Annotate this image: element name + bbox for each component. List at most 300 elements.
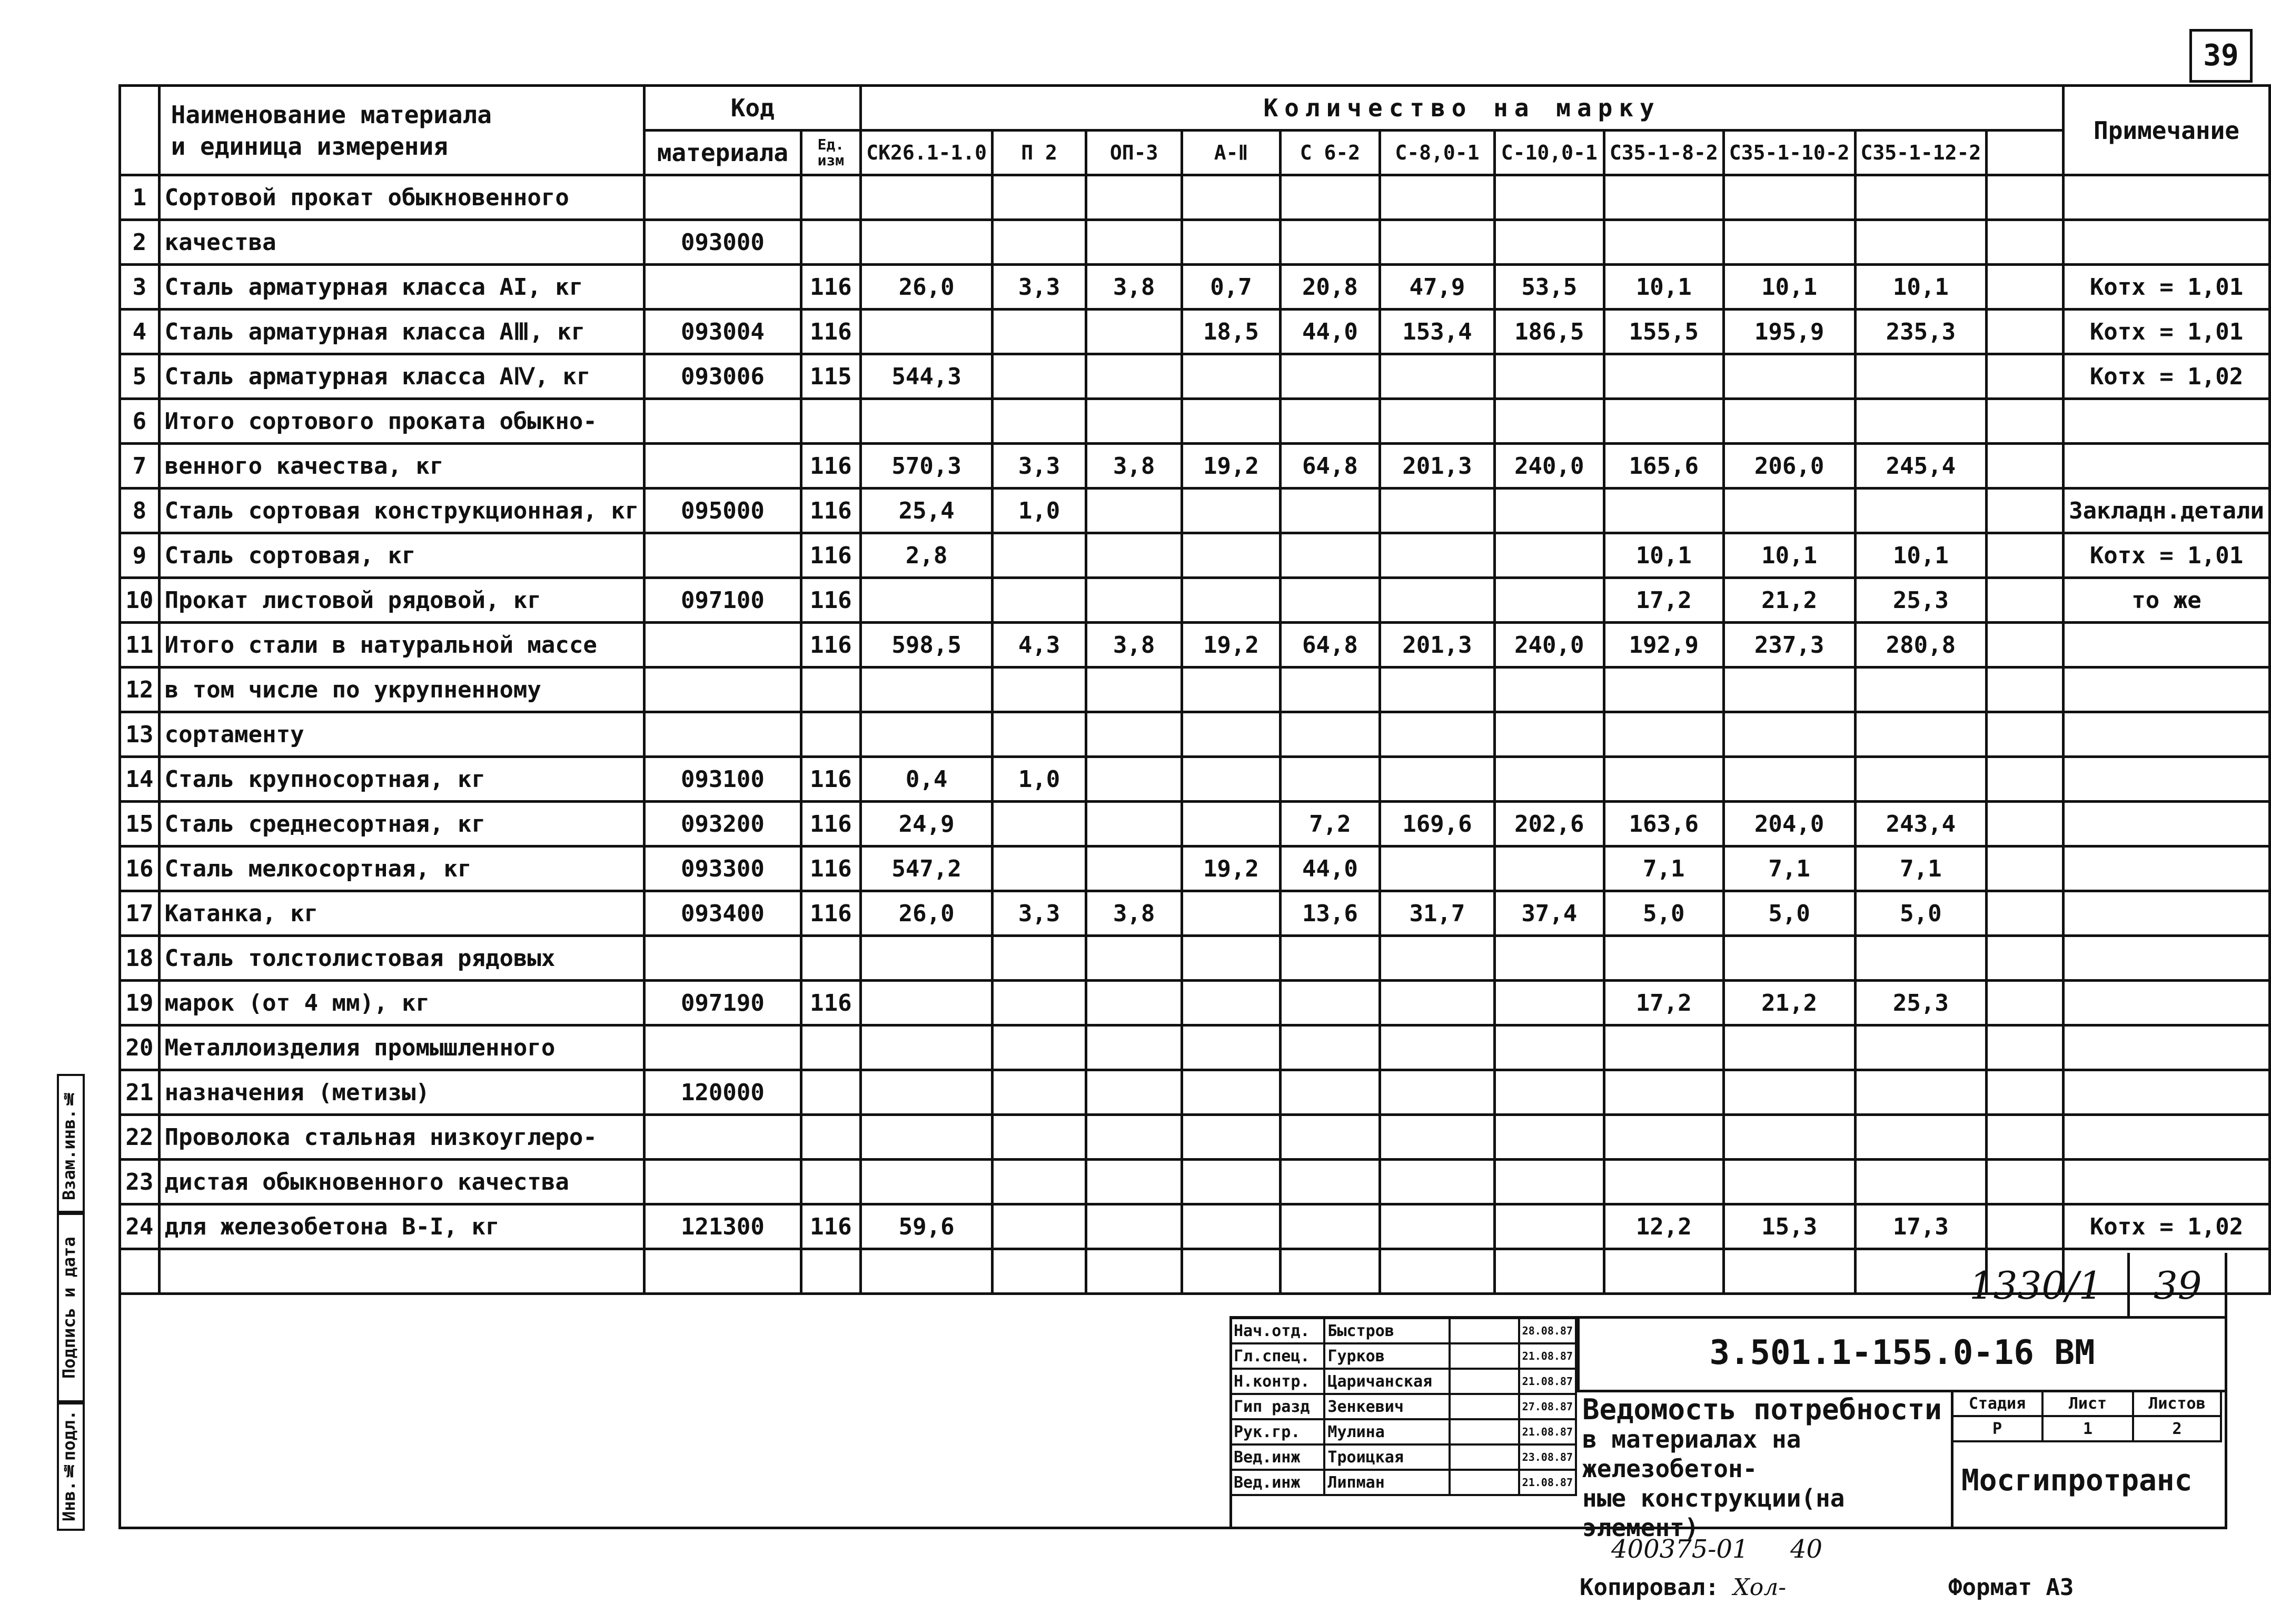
row-value: 240,0 <box>1494 623 1604 667</box>
row-value <box>1086 712 1182 757</box>
row-value <box>861 310 993 354</box>
row-value: 7,2 <box>1280 802 1380 846</box>
row-value <box>1182 354 1281 399</box>
row-value <box>1723 1070 1855 1115</box>
row-value <box>1987 1070 2064 1115</box>
row-value: 10,1 <box>1723 265 1855 310</box>
row-value <box>1604 175 1723 220</box>
row-value <box>861 1070 993 1115</box>
row-unit: 116 <box>801 1204 861 1249</box>
row-value <box>1723 1115 1855 1160</box>
row-value: 547,2 <box>861 846 993 891</box>
row-value: 3,8 <box>1086 891 1182 936</box>
signer-date: 21.08.87 <box>1519 1369 1576 1394</box>
row-value <box>861 399 993 444</box>
row-value <box>1280 981 1380 1025</box>
row-code: 093200 <box>644 802 801 846</box>
row-value <box>1987 981 2064 1025</box>
row-value <box>1280 757 1380 802</box>
row-value <box>1086 399 1182 444</box>
row-value <box>1380 1115 1495 1160</box>
table-row <box>120 175 2270 220</box>
signer-role: Рук.гр. <box>1231 1419 1324 1444</box>
signer-role: Вед.инж <box>1231 1470 1324 1495</box>
row-value <box>1380 981 1495 1025</box>
row-unit: 116 <box>801 444 861 489</box>
row-value <box>1604 667 1723 712</box>
row-code: 095000 <box>644 489 801 533</box>
row-note: то же <box>2064 578 2270 623</box>
table-row <box>120 399 2270 444</box>
row-value <box>1987 310 2064 354</box>
row-value <box>1494 489 1604 533</box>
row-note: Котх = 1,02 <box>2064 354 2270 399</box>
row-value: 202,6 <box>1494 802 1604 846</box>
row-unit: 115 <box>801 354 861 399</box>
row-value <box>1182 533 1281 578</box>
row-code: 093300 <box>644 846 801 891</box>
row-value: 7,1 <box>1723 846 1855 891</box>
table-row <box>120 623 2270 667</box>
row-value <box>1380 578 1495 623</box>
signer-row <box>1231 1444 1576 1470</box>
row-value: 19,2 <box>1182 623 1281 667</box>
row-code <box>644 667 801 712</box>
row-value <box>1604 489 1723 533</box>
row-unit: 116 <box>801 265 861 310</box>
row-value: 2,8 <box>861 533 993 578</box>
row-value <box>1086 220 1182 265</box>
row-note <box>2064 981 2270 1025</box>
row-unit <box>801 936 861 981</box>
row-value <box>993 1204 1086 1249</box>
row-code <box>644 1160 801 1204</box>
signer-name: Царичанская <box>1324 1369 1450 1394</box>
row-value: 10,1 <box>1855 533 1987 578</box>
row-name: Сталь мелкосортная, кг <box>159 846 644 891</box>
row-value: 163,6 <box>1604 802 1723 846</box>
row-name: Проволока стальная низкоуглеро- <box>159 1115 644 1160</box>
row-name: Итого стали в натуральной массе <box>159 623 644 667</box>
row-value <box>1280 399 1380 444</box>
row-value <box>1086 1115 1182 1160</box>
signer-date: 21.08.87 <box>1519 1343 1576 1369</box>
row-value <box>1987 891 2064 936</box>
row-unit: 116 <box>801 489 861 533</box>
table-row <box>120 981 2270 1025</box>
row-value <box>1604 1160 1723 1204</box>
row-value <box>1987 175 2064 220</box>
signer-signature <box>1450 1318 1519 1343</box>
row-note <box>2064 846 2270 891</box>
header-name-line1: Наименование материала <box>171 100 492 129</box>
row-number: 24 <box>120 1204 160 1249</box>
signer-signature <box>1450 1369 1519 1394</box>
doc-title-line1: Ведомость потребности <box>1582 1393 1942 1426</box>
row-value <box>1604 936 1723 981</box>
row-value <box>1987 936 2064 981</box>
row-value: 0,7 <box>1182 265 1281 310</box>
row-value: 165,6 <box>1604 444 1723 489</box>
row-value <box>993 220 1086 265</box>
row-value <box>1086 578 1182 623</box>
row-value <box>1494 1115 1604 1160</box>
row-value <box>1723 667 1855 712</box>
row-note: Котх = 1,02 <box>2064 1204 2270 1249</box>
row-number: 5 <box>120 354 160 399</box>
signer-signature <box>1450 1394 1519 1419</box>
row-value <box>1182 1025 1281 1070</box>
row-value: 206,0 <box>1723 444 1855 489</box>
row-note: Котх = 1,01 <box>2064 265 2270 310</box>
row-number: 14 <box>120 757 160 802</box>
row-note <box>2064 1070 2270 1115</box>
row-value <box>993 667 1086 712</box>
row-code <box>644 623 801 667</box>
row-unit <box>801 175 861 220</box>
row-value: 21,2 <box>1723 981 1855 1025</box>
row-value: 53,5 <box>1494 265 1604 310</box>
row-value: 0,4 <box>861 757 993 802</box>
row-value <box>1182 936 1281 981</box>
row-value: 245,4 <box>1855 444 1987 489</box>
row-value <box>1604 1025 1723 1070</box>
row-value <box>1987 489 2064 533</box>
row-value <box>1855 489 1987 533</box>
row-value <box>993 1025 1086 1070</box>
row-value <box>1280 1204 1380 1249</box>
sheet-value: 1 <box>2042 1416 2133 1441</box>
row-code <box>644 1025 801 1070</box>
row-value: 37,4 <box>1494 891 1604 936</box>
row-value <box>1086 1204 1182 1249</box>
row-value <box>1604 399 1723 444</box>
row-number: 19 <box>120 981 160 1025</box>
header-name-line2: и единица измерения <box>171 132 448 161</box>
row-number: 17 <box>120 891 160 936</box>
table-row <box>120 802 2270 846</box>
row-value <box>1855 175 1987 220</box>
row-value: 240,0 <box>1494 444 1604 489</box>
table-row <box>120 220 2270 265</box>
header-mark: С35-1-10-2 <box>1723 131 1855 175</box>
row-value: 13,6 <box>1280 891 1380 936</box>
row-note <box>2064 802 2270 846</box>
doc-code: 3.501.1-155.0-16 ВМ <box>1577 1316 2225 1392</box>
row-value <box>1086 802 1182 846</box>
signer-date: 27.08.87 <box>1519 1394 1576 1419</box>
row-value <box>1086 354 1182 399</box>
row-unit: 116 <box>801 757 861 802</box>
row-value <box>1380 1160 1495 1204</box>
row-value <box>1723 936 1855 981</box>
row-value <box>1086 981 1182 1025</box>
table-row <box>120 1115 2270 1160</box>
row-value <box>1086 667 1182 712</box>
row-value: 195,9 <box>1723 310 1855 354</box>
row-code: 121300 <box>644 1204 801 1249</box>
row-value <box>1987 667 2064 712</box>
row-code <box>644 265 801 310</box>
row-value <box>1987 1115 2064 1160</box>
row-value <box>1182 489 1281 533</box>
row-value <box>1494 1025 1604 1070</box>
table-row <box>120 1070 2270 1115</box>
row-value <box>1604 1070 1723 1115</box>
table-row <box>120 1160 2270 1204</box>
row-note <box>2064 1160 2270 1204</box>
footer-hand-num: 40 <box>1790 1535 1823 1564</box>
signer-signature <box>1450 1343 1519 1369</box>
row-value <box>1494 533 1604 578</box>
side-label-signature-date: Подпись и дата <box>57 1211 85 1404</box>
row-value: 1,0 <box>993 489 1086 533</box>
footer-hand-code: 400375-01 <box>1611 1535 1749 1564</box>
row-value: 1,0 <box>993 757 1086 802</box>
row-name: Катанка, кг <box>159 891 644 936</box>
row-value: 570,3 <box>861 444 993 489</box>
row-unit: 116 <box>801 533 861 578</box>
row-value <box>1855 399 1987 444</box>
row-value: 237,3 <box>1723 623 1855 667</box>
row-note: Котх = 1,01 <box>2064 533 2270 578</box>
table-row <box>120 712 2270 757</box>
row-note <box>2064 667 2270 712</box>
row-value: 24,9 <box>861 802 993 846</box>
header-code-group: Код <box>644 86 861 131</box>
header-num <box>120 86 160 175</box>
row-value <box>1182 667 1281 712</box>
table-row <box>120 354 2270 399</box>
row-value: 10,1 <box>1855 265 1987 310</box>
row-value <box>1987 578 2064 623</box>
row-unit <box>801 712 861 757</box>
row-value: 64,8 <box>1280 444 1380 489</box>
header-mark: СК26.1-1.0 <box>861 131 993 175</box>
row-value <box>1855 1115 1987 1160</box>
row-note: Закладн.детали <box>2064 489 2270 533</box>
row-unit <box>801 1025 861 1070</box>
row-value <box>1494 399 1604 444</box>
row-unit <box>801 1070 861 1115</box>
row-name: Сталь крупносортная, кг <box>159 757 644 802</box>
row-note <box>2064 399 2270 444</box>
row-number: 1 <box>120 175 160 220</box>
footer-format: Формат А3 <box>1948 1574 2074 1601</box>
row-value <box>1086 1070 1182 1115</box>
row-value <box>1987 354 2064 399</box>
row-code <box>644 533 801 578</box>
row-unit: 116 <box>801 310 861 354</box>
row-value <box>1855 1070 1987 1115</box>
row-value <box>1987 399 2064 444</box>
row-note <box>2064 623 2270 667</box>
table-row <box>120 533 2270 578</box>
signer-row <box>1231 1470 1576 1495</box>
row-value <box>1494 1204 1604 1249</box>
row-value <box>1723 354 1855 399</box>
row-unit: 116 <box>801 578 861 623</box>
row-name: венного качества, кг <box>159 444 644 489</box>
row-value: 153,4 <box>1380 310 1495 354</box>
row-value <box>1723 757 1855 802</box>
stage-label: Стадия <box>1952 1391 2042 1416</box>
row-value <box>1182 220 1281 265</box>
row-value <box>1604 1115 1723 1160</box>
row-name: Сталь арматурная класса АⅣ, кг <box>159 354 644 399</box>
row-value <box>1380 936 1495 981</box>
row-value: 169,6 <box>1380 802 1495 846</box>
row-number: 8 <box>120 489 160 533</box>
row-code: 120000 <box>644 1070 801 1115</box>
row-value <box>1280 578 1380 623</box>
row-name: Сталь среднесортная, кг <box>159 802 644 846</box>
row-value <box>1494 354 1604 399</box>
doc-title-line2: в материалах на железобетон- <box>1582 1425 1801 1483</box>
signer-row <box>1231 1419 1576 1444</box>
row-unit <box>801 667 861 712</box>
row-value <box>1280 1160 1380 1204</box>
row-value <box>1987 533 2064 578</box>
row-value: 10,1 <box>1723 533 1855 578</box>
row-value <box>1380 220 1495 265</box>
row-value: 64,8 <box>1280 623 1380 667</box>
row-value <box>1855 757 1987 802</box>
table-row <box>120 578 2270 623</box>
row-code <box>644 712 801 757</box>
row-value: 59,6 <box>861 1204 993 1249</box>
row-value: 15,3 <box>1723 1204 1855 1249</box>
row-value <box>1494 846 1604 891</box>
row-name: Итого сортового проката обыкно- <box>159 399 644 444</box>
row-value <box>1987 846 2064 891</box>
row-value: 10,1 <box>1604 533 1723 578</box>
row-number: 4 <box>120 310 160 354</box>
table-row <box>120 1204 2270 1249</box>
row-value <box>1723 489 1855 533</box>
row-code <box>644 175 801 220</box>
row-code <box>644 399 801 444</box>
signer-signature <box>1450 1419 1519 1444</box>
row-note <box>2064 175 2270 220</box>
row-note <box>2064 444 2270 489</box>
sheet-label: Лист <box>2042 1391 2133 1416</box>
header-qty-group: Количество на марку <box>861 86 2064 131</box>
row-value <box>1182 1160 1281 1204</box>
row-value <box>993 712 1086 757</box>
signer-name: Зенкевич <box>1324 1394 1450 1419</box>
stage-value: Р <box>1952 1416 2042 1441</box>
row-value <box>1987 802 2064 846</box>
row-value <box>1604 757 1723 802</box>
row-value: 3,8 <box>1086 265 1182 310</box>
signer-date: 28.08.87 <box>1519 1318 1576 1343</box>
signer-row <box>1231 1394 1576 1419</box>
row-value <box>861 667 993 712</box>
organization: Мосгипротранс <box>1961 1463 2193 1498</box>
row-value <box>1494 757 1604 802</box>
row-value <box>1086 489 1182 533</box>
row-value <box>1280 1070 1380 1115</box>
row-value <box>1086 1160 1182 1204</box>
row-value <box>1280 936 1380 981</box>
row-value: 204,0 <box>1723 802 1855 846</box>
sheets-label: Листов <box>2133 1391 2221 1416</box>
row-name: Металлоизделия промышленного <box>159 1025 644 1070</box>
row-value <box>1987 1025 2064 1070</box>
row-number: 10 <box>120 578 160 623</box>
header-mark: С-10,0-1 <box>1494 131 1604 175</box>
signer-date: 21.08.87 <box>1519 1419 1576 1444</box>
row-value: 25,3 <box>1855 981 1987 1025</box>
row-value <box>1280 354 1380 399</box>
row-code: 093004 <box>644 310 801 354</box>
signer-role: Вед.инж <box>1231 1444 1324 1470</box>
row-value: 44,0 <box>1280 310 1380 354</box>
row-value <box>1280 712 1380 757</box>
row-value: 10,1 <box>1604 265 1723 310</box>
side-label-orig-inv: Инв.№подл. <box>57 1400 85 1531</box>
row-name: Сталь арматурная класса АⅢ, кг <box>159 310 644 354</box>
row-value: 280,8 <box>1855 623 1987 667</box>
row-value <box>1494 1070 1604 1115</box>
row-value <box>1182 891 1281 936</box>
row-value <box>861 220 993 265</box>
row-unit: 116 <box>801 981 861 1025</box>
row-value <box>861 712 993 757</box>
row-value <box>1280 1115 1380 1160</box>
row-number: 6 <box>120 399 160 444</box>
row-value <box>1280 220 1380 265</box>
header-code-material: материала <box>644 131 801 175</box>
header-mark: А-Ⅱ <box>1182 131 1281 175</box>
row-value: 243,4 <box>1855 802 1987 846</box>
row-value <box>861 1025 993 1070</box>
row-value: 44,0 <box>1280 846 1380 891</box>
row-value <box>1987 757 2064 802</box>
table-row <box>120 310 2270 354</box>
row-value <box>993 1160 1086 1204</box>
row-number: 3 <box>120 265 160 310</box>
signer-role: Н.контр. <box>1231 1369 1324 1394</box>
header-row-1 <box>120 86 2270 131</box>
row-value <box>1494 578 1604 623</box>
row-unit <box>801 399 861 444</box>
row-value <box>993 981 1086 1025</box>
row-value: 5,0 <box>1723 891 1855 936</box>
table-row <box>120 489 2270 533</box>
row-note <box>2064 712 2270 757</box>
row-value: 19,2 <box>1182 444 1281 489</box>
row-note <box>2064 220 2270 265</box>
doc-title-line3: ные конструкции(на элемент) <box>1582 1484 1845 1542</box>
row-value: 3,3 <box>993 891 1086 936</box>
row-value: 19,2 <box>1182 846 1281 891</box>
row-number: 2 <box>120 220 160 265</box>
row-value <box>1086 846 1182 891</box>
row-value <box>1280 489 1380 533</box>
row-value: 235,3 <box>1855 310 1987 354</box>
row-note <box>2064 1025 2270 1070</box>
row-name: марок (от 4 мм), кг <box>159 981 644 1025</box>
row-name: Сталь сортовая конструкционная, кг <box>159 489 644 533</box>
row-value <box>1855 354 1987 399</box>
row-value: 4,3 <box>993 623 1086 667</box>
row-code <box>644 444 801 489</box>
row-number: 18 <box>120 936 160 981</box>
row-value: 5,0 <box>1604 891 1723 936</box>
row-value <box>1494 936 1604 981</box>
